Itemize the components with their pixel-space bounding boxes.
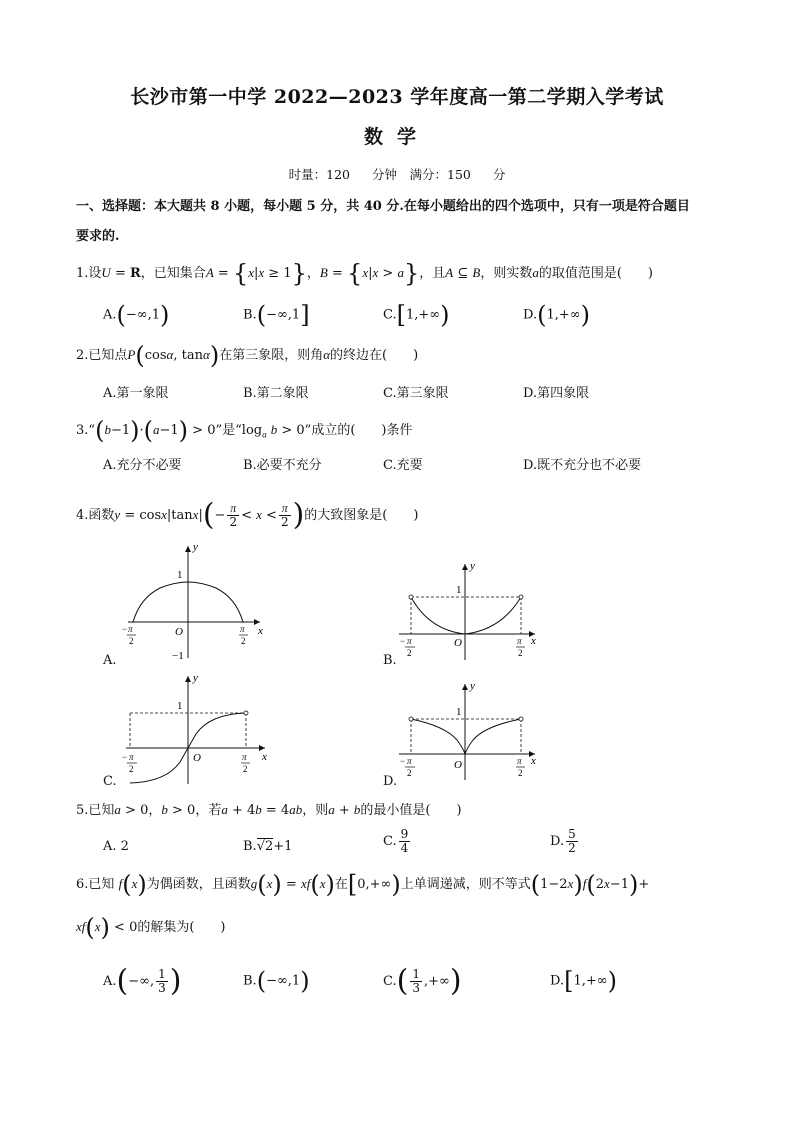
q2-option-d[interactable]: D.第四象限 bbox=[523, 386, 590, 401]
svg-text:2: 2 bbox=[129, 764, 134, 774]
svg-text:x: x bbox=[258, 625, 263, 637]
question-1: 1.设U = R，已知集合A = {x|x ≥ 1}，B = {x|x > a}，且A ⊆ B，则实数a的取值范围是( ) bbox=[76, 259, 653, 288]
svg-text:π: π bbox=[129, 752, 134, 762]
q1-option-a[interactable]: A.(−∞,1) bbox=[103, 301, 170, 329]
svg-text:π: π bbox=[407, 756, 412, 766]
q4-option-b[interactable]: B. bbox=[383, 653, 397, 668]
svg-text:−1: −1 bbox=[172, 650, 184, 662]
svg-text:−: − bbox=[122, 624, 128, 634]
svg-text:π: π bbox=[407, 636, 412, 646]
svg-text:1: 1 bbox=[456, 706, 462, 718]
q2-option-c[interactable]: C.第三象限 bbox=[383, 386, 449, 401]
q3-option-c[interactable]: C.充要 bbox=[383, 458, 423, 473]
svg-text:y: y bbox=[470, 560, 475, 572]
q6-option-c[interactable]: C.( $\frac{1}{3}$ ,+∞) bbox=[383, 963, 462, 999]
svg-text:2: 2 bbox=[241, 636, 246, 646]
svg-text:2: 2 bbox=[243, 764, 248, 774]
question-6-line2: xf(x) < 0的解集为( ) bbox=[76, 913, 226, 942]
svg-text:2: 2 bbox=[407, 768, 412, 778]
graph-d bbox=[385, 680, 555, 785]
time-limit: 时量：120 分钟 bbox=[288, 167, 397, 182]
svg-text:O: O bbox=[175, 626, 183, 638]
q4-option-c[interactable]: C. bbox=[103, 774, 117, 789]
q3-option-d[interactable]: D.既不充分也不必要 bbox=[523, 458, 642, 473]
q4-option-a[interactable]: A. bbox=[103, 653, 117, 668]
svg-text:π: π bbox=[517, 636, 522, 646]
svg-text:x: x bbox=[531, 755, 536, 767]
q2-option-a[interactable]: A.第一象限 bbox=[103, 386, 169, 401]
svg-text:O: O bbox=[454, 759, 462, 771]
question-2: 2.已知点P(cosα, tanα)在第三象限，则角α的终边在( ) bbox=[76, 341, 419, 370]
svg-text:2: 2 bbox=[518, 768, 523, 778]
graph-c bbox=[100, 672, 275, 787]
q1-option-d[interactable]: D.(1,+∞) bbox=[523, 301, 590, 329]
q4-option-d[interactable]: D. bbox=[383, 774, 398, 789]
q6-option-a[interactable]: A.(−∞, $\frac{1}{3}$ ) bbox=[103, 963, 182, 999]
svg-text:y: y bbox=[193, 672, 198, 684]
full-score: 满分：150 分 bbox=[409, 167, 506, 182]
svg-text:O: O bbox=[193, 752, 201, 764]
q5-option-a[interactable]: A. 2 bbox=[103, 839, 129, 854]
q3-option-b[interactable]: B.必要不充分 bbox=[243, 458, 322, 473]
q3-option-a[interactable]: A.充分不必要 bbox=[103, 458, 182, 473]
subject-title: 数学 bbox=[363, 126, 430, 148]
svg-text:y: y bbox=[470, 680, 475, 692]
q5-option-c[interactable]: C. $\frac{9}{4}$ bbox=[383, 827, 409, 855]
svg-text:−: − bbox=[400, 756, 406, 766]
section-heading-line2: 要求的. bbox=[76, 229, 120, 244]
question-3: 3.“(b−1)·(a−1) > 0”是“$\log_a$ b > 0”成立的( )条件 bbox=[76, 416, 413, 445]
svg-text:2: 2 bbox=[518, 648, 523, 658]
svg-text:π: π bbox=[517, 756, 522, 766]
q5-option-b[interactable]: B.√2+1 bbox=[243, 839, 293, 854]
svg-text:π: π bbox=[242, 752, 247, 762]
exam-meta bbox=[0, 166, 794, 184]
question-4: 4.函数y = cosx|tanx|(− $\frac{\pi}{2}$ < x < $\frac{\pi}{2}$ )的大致图象是( ) bbox=[76, 497, 419, 533]
svg-text:π: π bbox=[128, 624, 133, 634]
section-heading-line1: 一、选择题：本大题共 8 小题，每小题 5 分，共 40 分.在每小题给出的四个选项中，只有一项是符合题目 bbox=[76, 199, 690, 214]
question-6-line1: 6.已知 f(x)为偶函数，且函数g(x) = xf(x)在[0,+∞)上单调递减，则不等式(1−2x)f(2x−1)+ bbox=[76, 870, 650, 899]
q1-option-c[interactable]: C.[1,+∞) bbox=[383, 301, 450, 329]
svg-text:2: 2 bbox=[407, 648, 412, 658]
svg-text:y: y bbox=[193, 541, 198, 553]
exam-title: 长沙市第一中学 2022—2023 学年度高一第二学期入学考试 bbox=[130, 86, 664, 108]
svg-text:1: 1 bbox=[177, 569, 183, 581]
q6-option-b[interactable]: B.(−∞,1) bbox=[243, 967, 310, 995]
question-5: 5.已知a > 0，b > 0，若a + 4b = 4ab，则a + b的最小值是( ) bbox=[76, 802, 462, 818]
q6-option-d[interactable]: D.[1,+∞) bbox=[550, 967, 617, 995]
q5-option-d[interactable]: D. $\frac{5}{2}$ bbox=[550, 827, 576, 855]
svg-text:O: O bbox=[454, 637, 462, 649]
svg-text:1: 1 bbox=[177, 700, 183, 712]
svg-text:x: x bbox=[531, 635, 536, 647]
q1-option-b[interactable]: B.(−∞,1] bbox=[243, 301, 310, 329]
svg-text:−: − bbox=[400, 636, 406, 646]
svg-text:−: − bbox=[122, 752, 128, 762]
graph-a bbox=[100, 540, 270, 665]
svg-text:2: 2 bbox=[129, 636, 134, 646]
q2-option-b[interactable]: B.第二象限 bbox=[243, 386, 309, 401]
svg-text:1: 1 bbox=[456, 584, 462, 596]
svg-text:x: x bbox=[262, 751, 267, 763]
svg-text:π: π bbox=[240, 624, 245, 634]
graph-b bbox=[385, 560, 555, 665]
